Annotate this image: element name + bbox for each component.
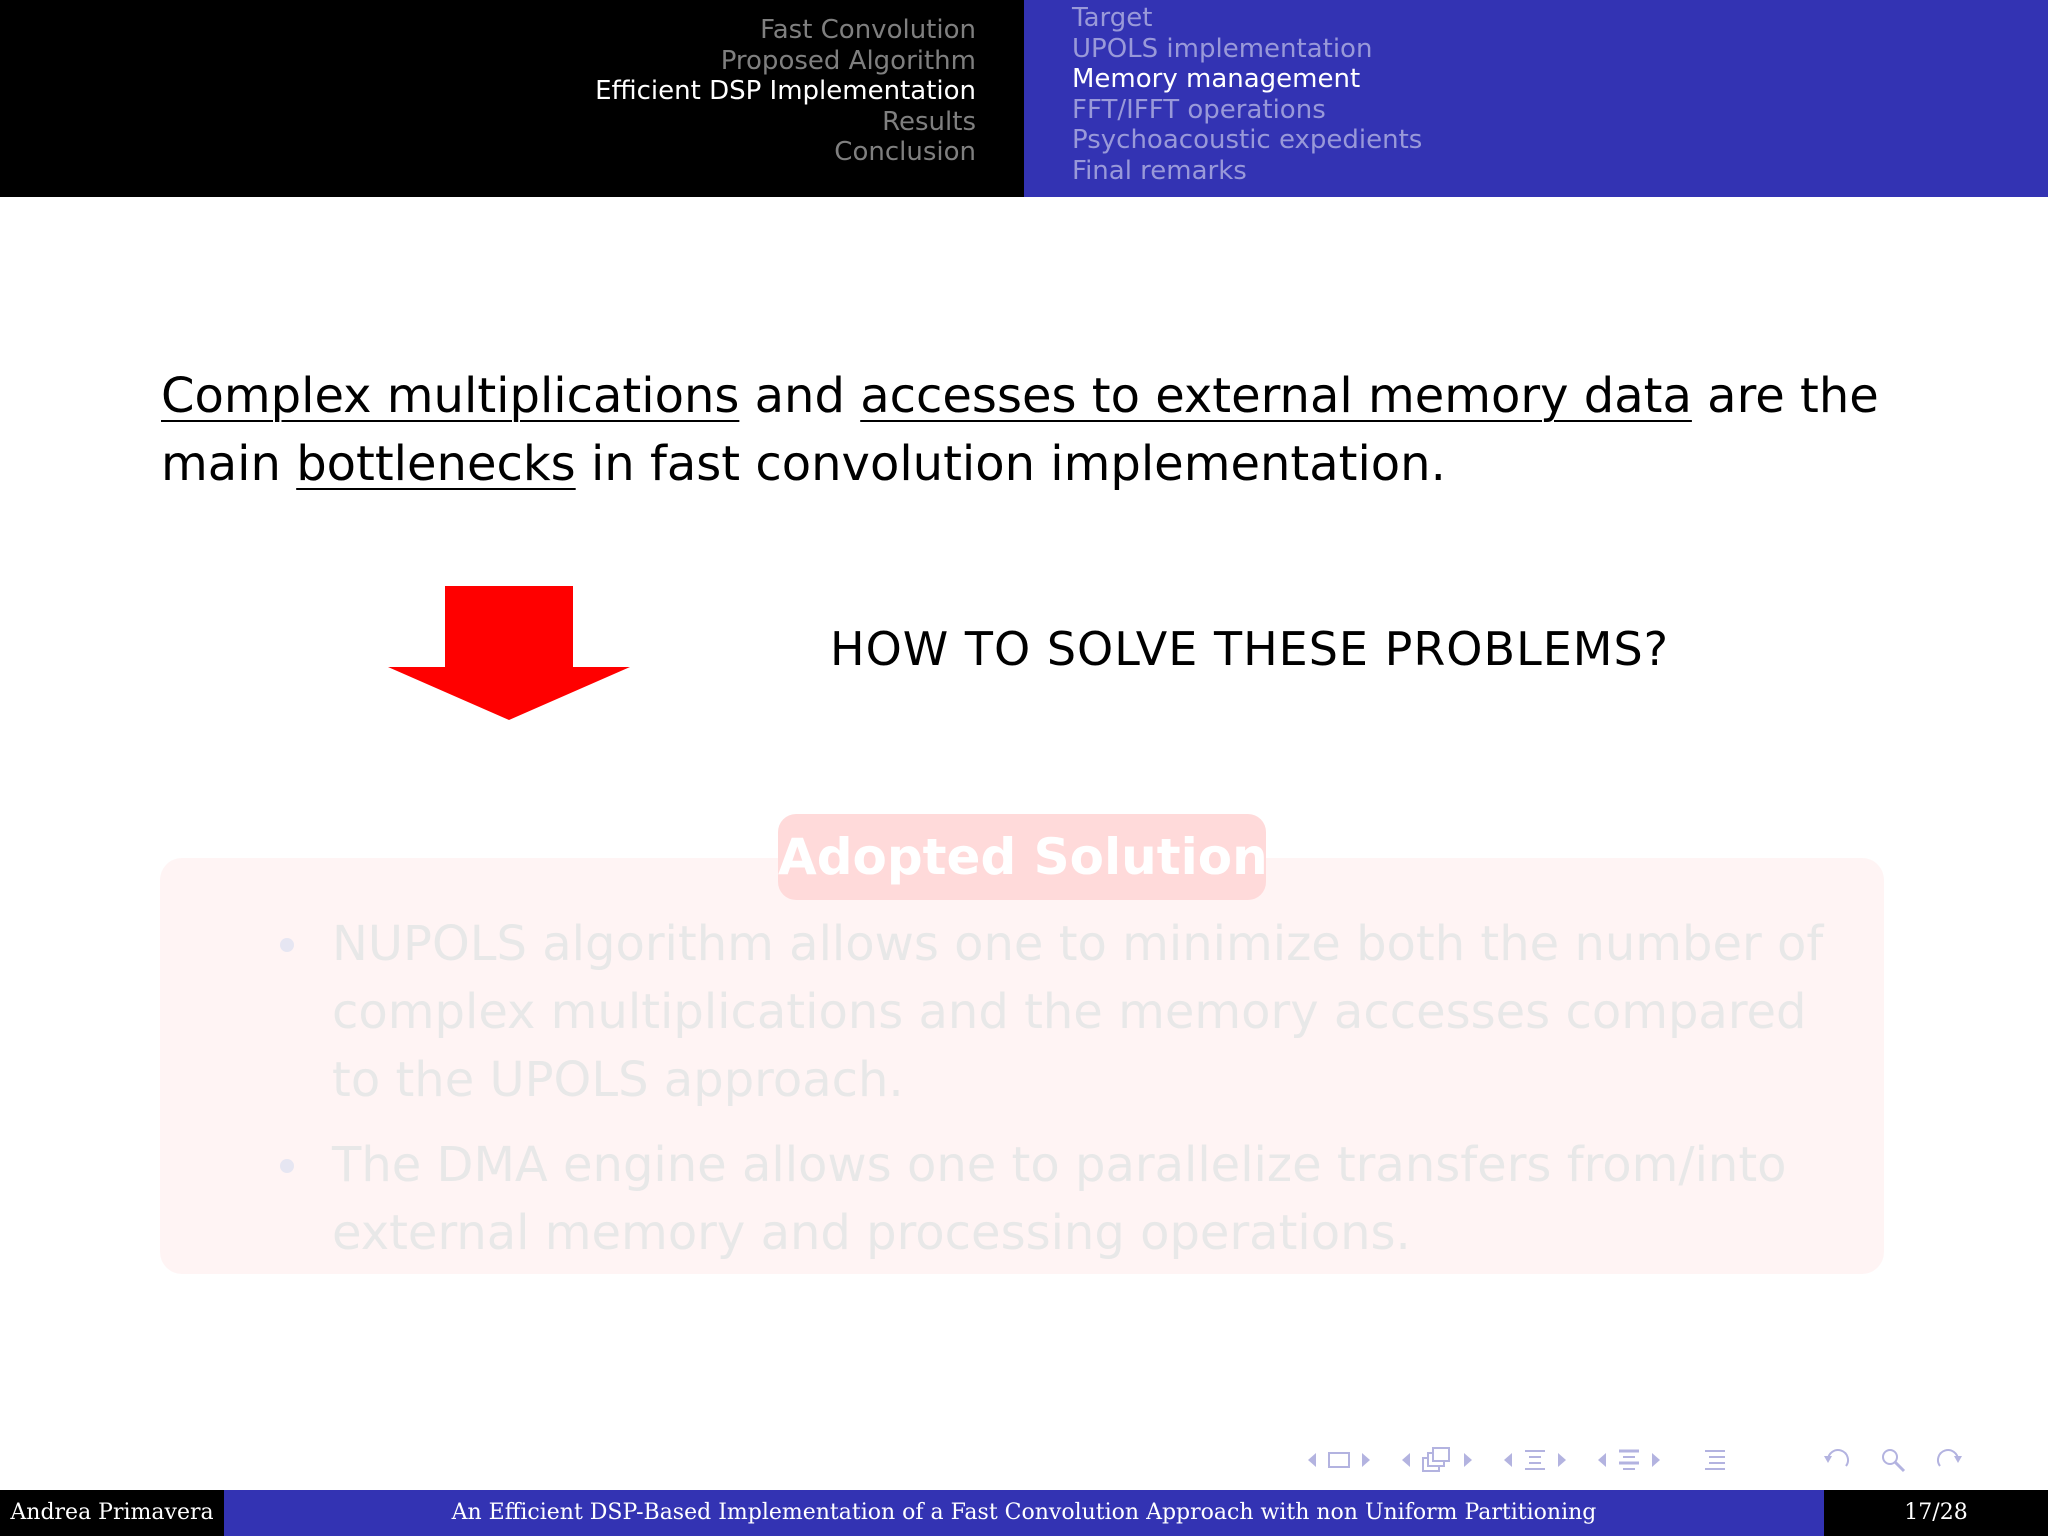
footer-title: An Efficient DSP-Based Implementation of a Fast Convolution Approach with non Uniform Partitioning [224, 1490, 1824, 1536]
solution-title: Adopted Solution [778, 814, 1266, 900]
subsection-icon[interactable] [1422, 1447, 1452, 1473]
nav-search-group [1810, 1447, 1976, 1473]
nav-section-group [1504, 1448, 1566, 1472]
nav-document-next-icon[interactable] [1652, 1453, 1660, 1467]
nav-subsection-prev-icon[interactable] [1402, 1453, 1410, 1467]
section-link-efficient-dsp-implementation[interactable]: Efficient DSP Implementation [595, 76, 976, 106]
nav-frame-prev-icon[interactable] [1308, 1453, 1316, 1467]
subsection-link-memory-management[interactable]: Memory management [1072, 64, 1361, 94]
search-icon[interactable] [1880, 1447, 1906, 1473]
subsection-link-psychoacoustic-expedients[interactable]: Psychoacoustic expedients [1072, 125, 1423, 155]
statement-text: and [739, 368, 861, 424]
footer-page-number: 17/28 [1824, 1490, 2048, 1536]
nav-toc-group [1692, 1448, 1738, 1472]
main-statement [161, 362, 1921, 498]
nav-document-group [1598, 1448, 1660, 1472]
nav-frame-next-icon[interactable] [1362, 1453, 1370, 1467]
section-link-fast-convolution[interactable]: Fast Convolution [760, 15, 976, 45]
bullet-icon [280, 1159, 294, 1173]
statement-emphasis-external-memory: accesses to external memory data [860, 368, 1692, 424]
slide-header [0, 0, 2048, 197]
nav-subsection-group [1402, 1447, 1472, 1473]
back-icon[interactable] [1822, 1448, 1850, 1472]
nav-subsection-next-icon[interactable] [1464, 1453, 1472, 1467]
section-icon[interactable] [1524, 1448, 1546, 1472]
solution-list-item [280, 910, 1840, 1114]
solution-item-text: The DMA engine allows one to parallelize transfers from/into external memory and processing operations. [332, 1137, 1787, 1261]
nav-document-prev-icon[interactable] [1598, 1453, 1606, 1467]
subsection-link-final-remarks[interactable]: Final remarks [1072, 155, 1247, 186]
section-link-results[interactable]: Results [882, 106, 976, 137]
nav-frame-group [1308, 1451, 1370, 1469]
bullet-icon [280, 938, 294, 952]
solution-item-text: NUPOLS algorithm allows one to minimize both the number of complex multiplications and the memory accesses compared to the UPOLS approach. [332, 916, 1824, 1108]
statement-text: are the main [161, 368, 1879, 492]
beamer-navigation-bar [1308, 1440, 1976, 1480]
nav-section-prev-icon[interactable] [1504, 1453, 1512, 1467]
question-heading: HOW TO SOLVE THESE PROBLEMS? [830, 622, 1670, 676]
section-list [595, 15, 976, 168]
subsection-link-fft-ifft-operations[interactable]: FFT/IFFT operations [1072, 94, 1326, 125]
subsection-link-target[interactable]: Target [1072, 3, 1153, 33]
frame-icon[interactable] [1328, 1451, 1350, 1469]
slide-footer [0, 1490, 2048, 1536]
section-navigation-panel [0, 0, 1024, 197]
nav-section-next-icon[interactable] [1558, 1453, 1566, 1467]
statement-emphasis-bottlenecks: bottlenecks [296, 436, 576, 492]
statement-emphasis-complex-multiplications: Complex multiplications [161, 368, 740, 424]
footer-author: Andrea Primavera [0, 1490, 224, 1536]
toc-icon[interactable] [1704, 1448, 1726, 1472]
section-link-conclusion[interactable]: Conclusion [834, 137, 976, 167]
subsection-link-upols-implementation[interactable]: UPOLS implementation [1072, 33, 1373, 64]
document-icon[interactable] [1618, 1448, 1640, 1472]
subsection-navigation-panel [1024, 0, 2048, 197]
solution-list-item [280, 1131, 1840, 1267]
solution-list [280, 910, 1840, 1284]
subsection-list [1072, 3, 1422, 186]
forward-icon[interactable] [1936, 1448, 1964, 1472]
down-arrow-icon [388, 586, 630, 720]
statement-text: in fast convolution implementation. [575, 436, 1446, 492]
section-link-proposed-algorithm[interactable]: Proposed Algorithm [720, 45, 976, 76]
